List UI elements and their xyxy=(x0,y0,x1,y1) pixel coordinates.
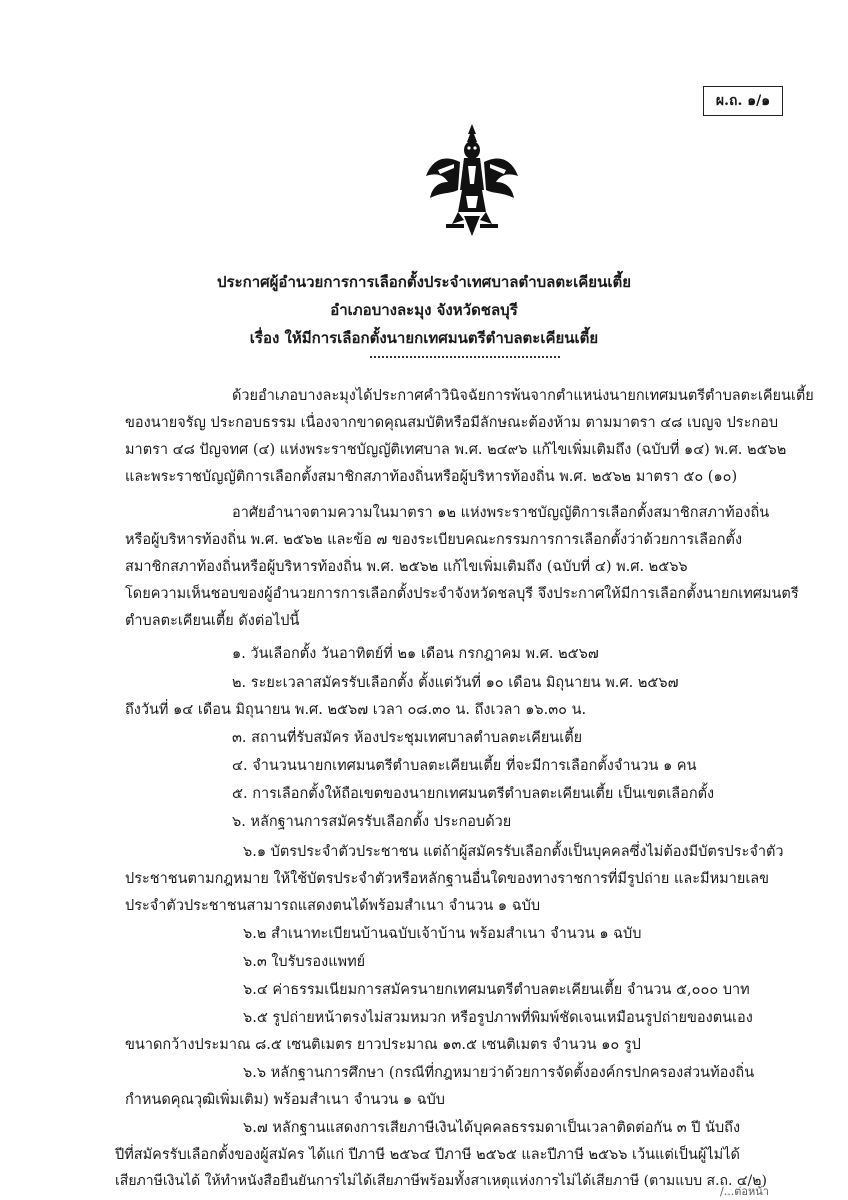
body-line: และพระราชบัญญัติการเลือกตั้งสมาชิกสภาท้องถิ่นหรือผู้บริหารท้องถิ่น พ.ศ. ๒๕๖๒ มาตรา ๕๐ (๑๐) xyxy=(125,469,738,485)
dotted-divider xyxy=(370,356,560,358)
list-item: ๖. หลักฐานการสมัครรับเลือกตั้ง ประกอบด้วย xyxy=(232,814,512,830)
body-line: หรือผู้บริหารท้องถิ่น พ.ศ. ๒๕๖๒ และข้อ ๗ ของระเบียบคณะกรรมการการเลือกตั้งว่าด้วยการเลือกตั้ง xyxy=(125,532,743,548)
sub-item: ประจำตัวประชาชนสามารถแสดงตนได้พร้อมสำเนา จำนวน ๑ ฉบับ xyxy=(125,898,541,914)
continuation-note: /...ต่อหน้า xyxy=(720,1185,769,1198)
garuda-emblem-icon xyxy=(424,120,520,240)
sub-item: ๖.๓ ใบรับรองแพทย์ xyxy=(243,954,366,970)
list-item: ๒. ระยะเวลาสมัครรับเลือกตั้ง ตั้งแต่วันที่ ๑๐ เดือน มิถุนายน พ.ศ. ๒๕๖๗ xyxy=(232,675,679,691)
body-line: มาตรา ๔๘ ปัญจทศ (๔) แห่งพระราชบัญญัติเทศบาล พ.ศ. ๒๔๙๖ แก้ไขเพิ่มเติมถึง (ฉบับที่ ๑๔) พ.ศ. ๒๕๖๒ xyxy=(125,442,787,458)
heading-subject: เรื่อง ให้มีการเลือกตั้งนายกเทศมนตรีตำบลตะเคียนเตี้ย xyxy=(249,329,599,347)
sub-item: ๖.๔ ค่าธรรมเนียมการสมัครนายกเทศมนตรีตำบลตะเคียนเตี้ย จำนวน ๕,๐๐๐ บาท xyxy=(243,982,750,998)
body-line: ตำบลตะเคียนเตี้ย ดังต่อไปนี้ xyxy=(125,613,300,629)
sub-item: กำหนดคุณวุฒิเพิ่มเติม) พร้อมสำเนา จำนวน ๑ ฉบับ xyxy=(125,1092,446,1108)
list-item: ๔. จำนวนนายกเทศมนตรีตำบลตะเคียนเตี้ย ที่จะมีการเลือกตั้งจำนวน ๑ คน xyxy=(232,758,697,774)
sub-item: ปีที่สมัครรับเลือกตั้งของผู้สมัคร ได้แก่ ปีภาษี ๒๕๖๔ ปีภาษี ๒๕๖๕ และปีภาษี ๒๕๖๖ เว้นแต่เป็นผู้ไม่ได้ xyxy=(115,1147,740,1163)
sub-item: ๖.๑ บัตรประจำตัวประชาชน แต่ถ้าผู้สมัครรับเลือกตั้งเป็นบุคคลซึ่งไม่ต้องมีบัตรประจำตัว xyxy=(243,844,784,860)
body-line: ด้วยอำเภอบางละมุงได้ประกาศคำวินิจฉัยการพ้นจากตำแหน่งนายกเทศมนตรีตำบลตะเคียนเตี้ย xyxy=(232,388,814,404)
sub-item: ประชาชนตามกฎหมาย ให้ใช้บัตรประจำตัวหรือหลักฐานอื่นใดของทางราชการที่มีรูปถ่าย และมีหมายเลข xyxy=(125,871,770,887)
list-item: ๑. วันเลือกตั้ง วันอาทิตย์ที่ ๒๑ เดือน กรกฎาคม พ.ศ. ๒๕๖๗ xyxy=(232,646,599,662)
heading-line: อำเภอบางละมุง จังหวัดชลบุรี xyxy=(330,301,518,319)
list-item: ถึงวันที่ ๑๔ เดือน มิถุนายน พ.ศ. ๒๕๖๗ เวลา ๐๘.๓๐ น. ถึงเวลา ๑๖.๓๐ น. xyxy=(125,702,587,718)
sub-item: เสียภาษีเงินได้ ให้ทำหนังสือยืนยันการไม่ได้เสียภาษีพร้อมทั้งสาเหตุแห่งการไม่ได้เสียภาษี (ตามแบบ ส.ถ. ๔/๒) xyxy=(115,1173,767,1189)
body-line: โดยความเห็นชอบของผู้อำนวยการการเลือกตั้งประจำจังหวัดชลบุรี จึงประกาศให้มีการเลือกตั้งนายกเทศมนตรี xyxy=(125,586,799,602)
sub-item: ขนาดกว้างประมาณ ๘.๕ เซนติเมตร ยาวประมาณ ๑๓.๕ เซนติเมตร จำนวน ๑๐ รูป xyxy=(125,1037,641,1053)
body-line: อาศัยอำนาจตามความในมาตรา ๑๒ แห่งพระราชบัญญัติการเลือกตั้งสมาชิกสภาท้องถิ่น xyxy=(232,505,770,521)
form-code-box xyxy=(703,86,783,116)
heading-line: ประกาศผู้อำนวยการการเลือกตั้งประจำเทศบาลตำบลตะเคียนเตี้ย xyxy=(216,273,631,291)
sub-item: ๖.๒ สำเนาทะเบียนบ้านฉบับเจ้าบ้าน พร้อมสำเนา จำนวน ๑ ฉบับ xyxy=(243,926,642,942)
sub-item: ๖.๗ หลักฐานแสดงการเสียภาษีเงินได้บุคคลธรรมดาเป็นเวลาติดต่อกัน ๓ ปี นับถึง xyxy=(243,1120,741,1136)
body-line: สมาชิกสภาท้องถิ่นหรือผู้บริหารท้องถิ่น พ.ศ. ๒๕๖๒ แก้ไขเพิ่มเติมถึง (ฉบับที่ ๔) พ.ศ. ๒๕๖๖ xyxy=(125,559,688,575)
list-item: ๕. การเลือกตั้งให้ถือเขตของนายกเทศมนตรีตำบลตะเคียนเตี้ย เป็นเขตเลือกตั้ง xyxy=(232,786,715,802)
list-item: ๓. สถานที่รับสมัคร ห้องประชุมเทศบาลตำบลตะเคียนเตี้ย xyxy=(232,730,583,746)
sub-item: ๖.๖ หลักฐานการศึกษา (กรณีที่กฎหมายว่าด้วยการจัดตั้งองค์กรปกครองส่วนท้องถิ่น xyxy=(243,1065,755,1081)
form-code: ผ.ถ. ๑/๑ xyxy=(715,93,771,109)
body-line: ของนายจรัญ ประกอบธรรม เนื่องจากขาดคุณสมบัติหรือมีลักษณะต้องห้าม ตามมาตรา ๔๘ เบญจ ประกอบ xyxy=(125,415,779,431)
sub-item: ๖.๕ รูปถ่ายหน้าตรงไม่สวมหมวก หรือรูปภาพที่พิมพ์ชัดเจนเหมือนรูปถ่ายของตนเอง xyxy=(243,1010,753,1026)
